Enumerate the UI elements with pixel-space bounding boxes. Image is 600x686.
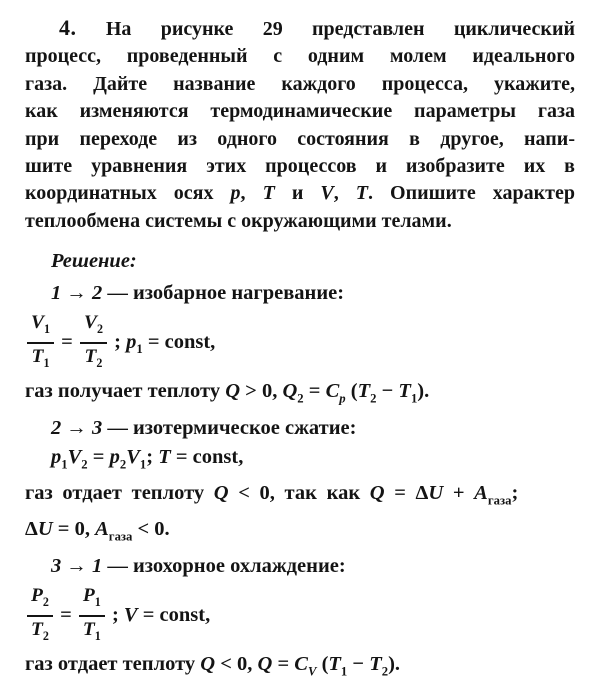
text-run: < 0, — [215, 652, 258, 675]
text-run: < 0, так как — [228, 482, 370, 505]
text-run: = — [56, 331, 78, 354]
text-run: ; — [511, 482, 519, 505]
fraction-numerator — [80, 312, 107, 344]
text-run: теплообмена системы с окружающими телами. — [25, 209, 452, 232]
subscript: 1 — [136, 342, 143, 357]
subscript: 2 — [381, 664, 389, 679]
text-run: процесс, проведенный с одним молем идеального — [25, 45, 575, 68]
subscript: 1 — [44, 322, 51, 337]
solution-step-3 — [25, 552, 575, 686]
step-3-note — [25, 650, 575, 686]
text-run: < 0. — [132, 518, 170, 541]
text-run: Δ — [25, 518, 38, 541]
math-variable: T — [262, 182, 275, 205]
math-variable: P — [31, 584, 43, 606]
math-variable: T — [355, 182, 368, 205]
subscript: 1 — [139, 457, 147, 472]
fraction — [27, 312, 54, 374]
subscript-variable: V — [307, 664, 317, 679]
math-variable: V — [123, 603, 138, 626]
text-run: , — [240, 182, 263, 205]
math-variable: 1 — [51, 282, 62, 305]
subscript: 1 — [61, 457, 68, 472]
fraction — [80, 312, 107, 374]
text-run: = 0, — [52, 518, 96, 541]
math-variable: V — [126, 445, 140, 468]
problem-line — [25, 126, 575, 153]
solution-step-1 — [25, 279, 575, 413]
math-variable: Q — [282, 380, 298, 403]
step-2-note — [25, 515, 575, 551]
step-2-note — [25, 479, 575, 515]
text-run: при переходе из одного состояния в другое, напи- — [25, 127, 575, 150]
math-variable: 2 — [51, 416, 62, 439]
fraction-numerator — [79, 585, 105, 617]
solution-heading: Решение: — [51, 250, 137, 273]
problem-line — [25, 208, 575, 235]
text-run: — изотермическое сжатие: — [102, 416, 357, 439]
math-variable: 2 — [92, 282, 103, 305]
step-1-equation — [25, 308, 575, 377]
text-run: = — [303, 380, 326, 403]
fraction-numerator — [27, 585, 53, 617]
math-variable: T — [357, 380, 371, 403]
text-run: ( — [316, 652, 329, 675]
problem-statement — [25, 14, 575, 235]
fraction-numerator — [27, 312, 54, 344]
text-run: = — [87, 445, 110, 468]
fraction-denominator — [27, 617, 53, 647]
step-1-note — [25, 377, 575, 413]
math-variable: Q — [213, 482, 229, 505]
text-run: = const, — [142, 331, 216, 354]
math-variable: C — [294, 652, 308, 675]
text-run: газ отдает теплоту — [25, 652, 201, 675]
text-run: = — [54, 603, 77, 626]
math-variable: T — [398, 380, 411, 403]
text-run: ( — [345, 380, 358, 403]
math-variable: Q — [200, 652, 216, 675]
problem-line — [25, 14, 575, 43]
step-3-title — [25, 552, 575, 581]
subscript: 1 — [410, 391, 418, 406]
math-variable: 3 — [92, 416, 103, 439]
text-run: = Δ — [384, 482, 429, 505]
text-run: ; — [146, 445, 159, 468]
math-variable: T — [31, 346, 44, 368]
problem-line — [25, 98, 575, 125]
problem-line — [25, 180, 575, 207]
step-2-equation — [25, 443, 575, 479]
text-run: газ отдает теплоту — [25, 482, 214, 505]
subscript: 2 — [81, 457, 88, 472]
math-variable: V — [83, 312, 97, 334]
text-run: ; — [109, 331, 127, 354]
text-run: = const, — [170, 445, 244, 468]
math-variable: p — [51, 445, 62, 468]
problem-line — [25, 43, 575, 70]
subscript: газа — [487, 493, 512, 508]
math-variable: T — [369, 652, 382, 675]
math-variable: p — [109, 445, 120, 468]
solution-step-2 — [25, 414, 575, 552]
math-variable: T — [328, 652, 341, 675]
text-run: На рисунке 29 представлен циклический — [76, 18, 575, 40]
math-variable: C — [325, 380, 340, 403]
math-variable: T — [84, 346, 97, 368]
text-run: ). — [388, 652, 401, 675]
math-variable: p — [230, 182, 241, 205]
problem-number: 4. — [59, 15, 77, 40]
fraction-denominator — [79, 617, 105, 647]
fraction — [79, 585, 105, 647]
subscript: 2 — [96, 322, 103, 337]
step-1-title — [25, 279, 575, 308]
math-variable: V — [31, 312, 44, 334]
subscript-variable: p — [339, 391, 346, 406]
text-run: ; — [106, 603, 124, 626]
text-run: ). — [417, 380, 430, 403]
text-run: − — [347, 652, 370, 675]
text-run: газа. Дайте название каждого процесса, укажите, — [25, 72, 575, 95]
math-variable: 1 — [92, 554, 103, 577]
subscript: газа — [108, 529, 133, 544]
subscript: 1 — [94, 594, 101, 609]
math-variable: P — [82, 584, 95, 606]
math-variable: T — [82, 618, 95, 640]
subscript: 2 — [297, 391, 304, 406]
text-run: = const, — [137, 603, 211, 626]
math-variable: V — [67, 445, 82, 468]
text-run: → — [61, 416, 92, 439]
text-run: → — [61, 554, 92, 577]
math-variable: p — [126, 331, 137, 354]
text-run: = — [272, 652, 295, 675]
text-run: + — [443, 482, 475, 505]
subscript: 2 — [119, 457, 127, 472]
subscript: 2 — [96, 356, 103, 371]
text-run: > 0, — [240, 380, 283, 403]
text-run: как изменяются термодинамические параметры газа — [25, 100, 575, 123]
subscript: 2 — [370, 391, 377, 406]
step-2-title — [25, 414, 575, 443]
text-run: → — [61, 282, 92, 305]
text-run: координатных осях — [25, 182, 231, 205]
fraction-denominator — [80, 344, 107, 374]
subscript: 1 — [340, 664, 348, 679]
math-variable: Q — [369, 482, 385, 505]
subscript: 2 — [42, 594, 49, 609]
text-run: , — [333, 182, 356, 205]
step-3-equation — [25, 581, 575, 650]
text-run: . Опишите характер — [368, 182, 576, 205]
subscript: 1 — [94, 628, 101, 643]
problem-line — [25, 153, 575, 180]
math-variable: V — [320, 182, 334, 205]
fraction — [27, 585, 53, 647]
math-variable: U — [428, 482, 444, 505]
problem-line — [25, 71, 575, 98]
math-variable: A — [474, 482, 488, 505]
text-run: − — [376, 380, 399, 403]
math-variable: Q — [225, 380, 241, 403]
text-run: и — [274, 182, 321, 205]
fraction-denominator — [27, 344, 54, 374]
subscript: 1 — [43, 356, 50, 371]
math-variable: 3 — [51, 554, 62, 577]
math-variable: T — [158, 445, 171, 468]
math-variable: T — [31, 618, 43, 640]
math-variable: U — [37, 518, 53, 541]
subscript: 2 — [42, 628, 49, 643]
math-variable: A — [95, 518, 109, 541]
text-run: — изохорное охлаждение: — [102, 554, 346, 577]
text-run: газ получает теплоту — [25, 380, 226, 403]
text-run: — изобарное нагревание: — [102, 282, 345, 305]
math-variable: Q — [257, 652, 273, 675]
text-run: шите уравнения этих процессов и изобразите их в — [25, 155, 575, 178]
